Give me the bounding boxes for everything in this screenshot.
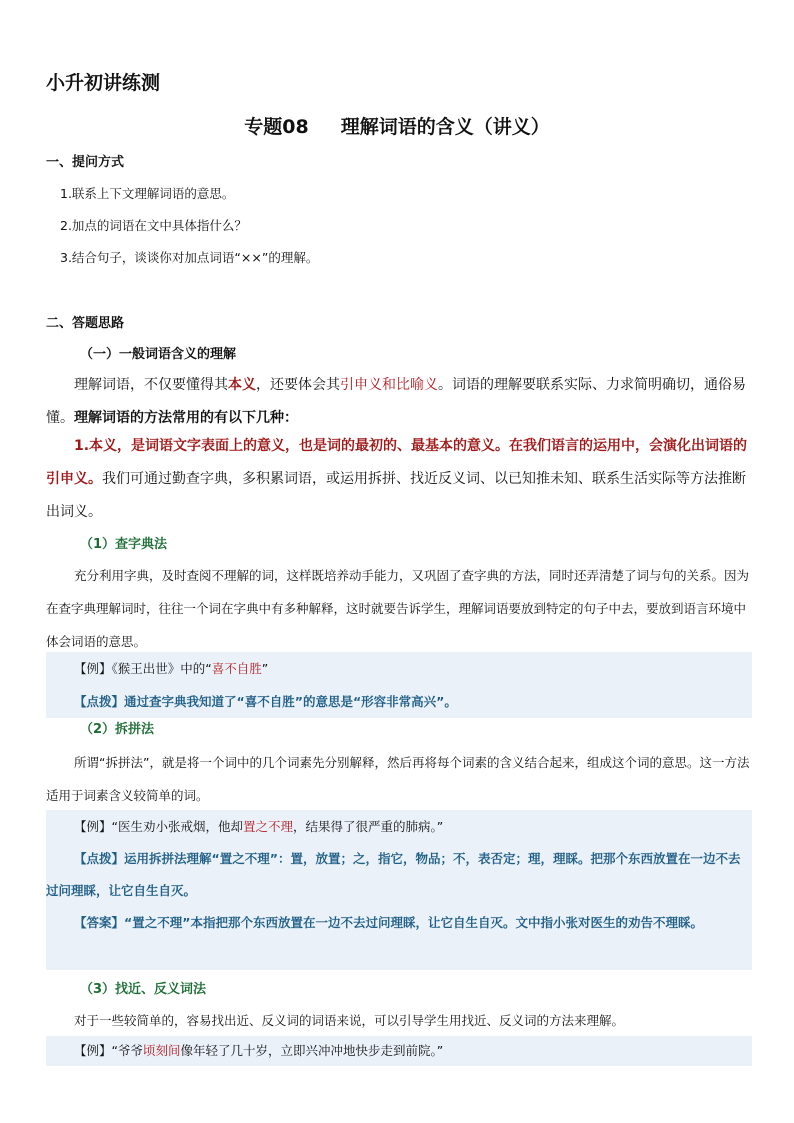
method1-heading: （1）查字典法	[80, 537, 168, 552]
question-item-1: 1.联系上下文理解词语的意思。	[60, 186, 235, 201]
method2-body: 所谓“拆拼法”，就是将一个词中的几个词素先分别解释，然后再将每个词素的含义结合起来，组成这个词的意思。这一方法适用于词素含义较简单的词。	[46, 755, 750, 803]
method1-example-box	[46, 652, 752, 718]
point1-methods: 我们可通过勤查字典，多积累词语，或运用拆拼、找近反义词、以已知推未知、联系生活实际等方法推断出词义。	[46, 471, 746, 520]
method2-heading: （2）拆拼法	[80, 722, 155, 737]
question-item-3: 3.结合句子，谈谈你对加点词语“××”的理解。	[60, 250, 319, 265]
method2-example: 【例】“医生劝小张戒烟，他却置之不理，结果得了很严重的肺病。”	[74, 819, 444, 834]
point1-paragraph	[46, 430, 752, 529]
method3-body: 对于一些较简单的，容易找出近、反义词的词语来说，可以引导学生用找近、反义词的方法来理解。	[74, 1013, 625, 1028]
highlight-word: 顷刻间	[143, 1043, 181, 1058]
method3-example: 【例】“爷爷顷刻间像年轻了几十岁，立即兴冲冲地快步走到前院。”	[74, 1043, 444, 1058]
title-topic-number: 专题08	[244, 116, 309, 138]
page-title	[0, 112, 794, 139]
method1-hint: 【点拨】通过查字典我知道了“喜不自胜”的意思是“形容非常高兴”。	[74, 694, 457, 709]
question-item-2: 2.加点的词语在文中具体指什么？	[60, 218, 247, 233]
highlight-word: 喜不自胜	[211, 661, 262, 676]
method3-example-box	[46, 1036, 752, 1066]
highlight-word: 置之不理	[243, 819, 294, 834]
subsection-heading: （一）一般词语含义的理解	[80, 347, 237, 362]
method2-answer: 【答案】“置之不理”本指把那个东西放置在一边不去过问理睬，让它自生自灭。文中指小张对医生的劝告不理睬。	[74, 915, 703, 930]
method2-example-box	[46, 810, 752, 970]
keyword-benyi: 本义	[228, 377, 256, 393]
method1-body: 充分利用字典，及时查阅不理解的词，这样既培养动手能力，又巩固了查字典的方法，同时还弄清楚了词与句的关系。因为在查字典理解词时，往往一个词在字典中有多种解释，这时就要告诉学生，理解词语要放到特定的句子中去，要放到语言环境中体会词语的意思。	[46, 568, 750, 649]
keyword-yinshen: 引申义和比喻义	[340, 377, 438, 393]
point1-definition: 1.本义，是词语文字表面上的意义，也是词的最初的、最基本的意义。在我们语言的运用中，会演化出词语的引申义。	[46, 438, 748, 487]
section1-heading: 一、提问方式	[46, 155, 125, 170]
section2-heading: 二、答题思路	[46, 316, 125, 331]
method3-heading: （3）找近、反义词法	[80, 982, 207, 997]
method1-example: 【例】《猴王出世》中的“喜不自胜”	[74, 661, 269, 676]
method2-hint: 【点拨】运用拆拼法理解“置之不理”：置，放置；之，指它，物品；不，表否定；理，理睬。把那个东西放置在一边不去过问理睬，让它自生自灭。	[46, 851, 741, 898]
title-topic-name: 理解词语的含义（讲义）	[340, 116, 550, 138]
intro-paragraph: 理解词语，不仅要懂得其本义，还要体会其引申义和比喻义。词语的理解要联系实际、力求简明确切，通俗易懂。理解词语的方法常用的有以下几种：	[46, 377, 746, 426]
series-header: 小升初讲练测	[46, 72, 161, 94]
